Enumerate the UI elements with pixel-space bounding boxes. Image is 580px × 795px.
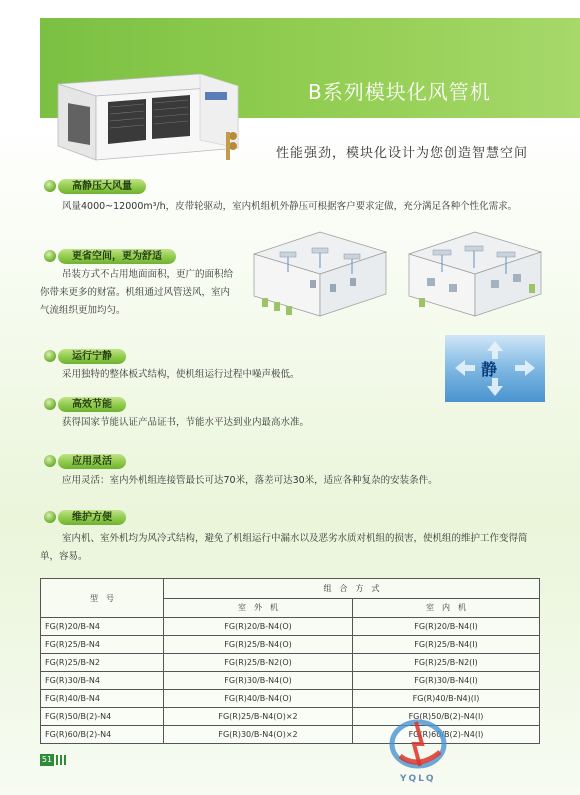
section-bullet-icon <box>44 455 56 467</box>
table-cell-outdoor: FG(R)30/B-N4(O) <box>164 672 353 690</box>
section-bullet-icon <box>44 180 56 192</box>
section-heading-quiet: 运行宁静 <box>58 349 126 364</box>
quiet-badge <box>445 335 545 402</box>
section-text-flexible: 应用灵活：室内外机组连接管最长可达70米，落差可达30米，适应各种复杂的安装条件。 <box>62 475 438 486</box>
table-cell-outdoor: FG(R)25/B-N4(O) <box>164 636 353 654</box>
table-cell-indoor: FG(R)30/B-N4(I) <box>353 672 540 690</box>
table-cell-outdoor: FG(R)25/B-N4(O)×2 <box>164 708 353 726</box>
table-cell-model: FG(R)60/B(2)-N4 <box>41 726 164 744</box>
section-text-space-line3: 气流组织更加均匀。 <box>40 305 126 316</box>
table-header-indoor: 室 内 机 <box>353 598 540 618</box>
table-cell-outdoor: FG(R)30/B-N4(O)×2 <box>164 726 353 744</box>
section-text-space-line1: 吊装方式不占用地面面积，更广的面积给 <box>62 269 234 280</box>
table-header-combination: 组 合 方 式 <box>164 579 540 599</box>
section-text-airflow: 风量4000~12000m³/h，皮带轮驱动，室内机组机外静压可根据客户要求定做，充分满足各种个性化需求。 <box>62 201 518 212</box>
slogan: 性能强劲，模块化设计为您创造智慧空间 <box>276 146 529 161</box>
section-text-maintenance-line1: 室内机、室外机均为风冷式结构，避免了机组运行中漏水以及恶劣水质对机组的损害，使机组的维护工作变得简 <box>62 533 528 544</box>
table-cell-model: FG(R)25/B-N4 <box>41 636 164 654</box>
quiet-badge-label: 静 <box>481 360 498 379</box>
table-cell-outdoor: FG(R)25/B-N2(O) <box>164 654 353 672</box>
section-text-quiet: 采用独特的整体板式结构，使机组运行过程中噪声极低。 <box>62 369 300 380</box>
table-cell-indoor: FG(R)25/B-N2(I) <box>353 654 540 672</box>
table-cell-indoor: FG(R)40/B-N4)(I) <box>353 690 540 708</box>
page-number: 51 <box>41 755 53 764</box>
section-heading-maintenance: 维护方便 <box>58 510 126 525</box>
table-cell-indoor: FG(R)25/B-N4(I) <box>353 636 540 654</box>
table-cell-outdoor: FG(R)20/B-N4(O) <box>164 618 353 636</box>
logo-text: YQLQ <box>400 774 436 784</box>
installation-diagram-right <box>405 228 545 320</box>
page-title: B系列模块化风管机 <box>308 80 491 104</box>
table-cell-indoor: FG(R)20/B-N4(I) <box>353 618 540 636</box>
section-bullet-icon <box>44 511 56 523</box>
section-heading-flexible: 应用灵活 <box>58 454 126 469</box>
installation-diagram-left <box>250 228 390 320</box>
duct-unit-illustration <box>50 62 260 172</box>
table-row <box>41 654 540 672</box>
table-header-model: 型 号 <box>41 579 164 618</box>
section-bullet-icon <box>44 350 56 362</box>
table-cell-outdoor: FG(R)40/B-N4(O) <box>164 690 353 708</box>
table-header-outdoor: 室 外 机 <box>164 598 353 618</box>
table-cell-indoor: FG(R)60/B(2)-N4(I) <box>353 726 540 744</box>
table-cell-model: FG(R)30/B-N4 <box>41 672 164 690</box>
table-row <box>41 618 540 636</box>
section-bullet-icon <box>44 250 56 262</box>
table-cell-model: FG(R)25/B-N2 <box>41 654 164 672</box>
table-cell-model: FG(R)20/B-N4 <box>41 618 164 636</box>
table-cell-model: FG(R)50/B(2)-N4 <box>41 708 164 726</box>
table-cell-model: FG(R)40/B-N4 <box>41 690 164 708</box>
section-heading-space: 更省空间，更为舒适 <box>58 249 176 264</box>
table-row <box>41 672 540 690</box>
section-text-efficiency: 获得国家节能认证产品证书，节能水平达到业内最高水准。 <box>62 417 310 428</box>
section-heading-efficiency: 高效节能 <box>58 397 126 412</box>
section-text-maintenance-line2: 单，容易。 <box>40 551 88 562</box>
table-cell-indoor: FG(R)50/B(2)-N4(I) <box>353 708 540 726</box>
section-bullet-icon <box>44 398 56 410</box>
section-text-space-line2: 你带来更多的财富。机组通过风管送风，室内 <box>40 287 231 298</box>
table-row <box>41 636 540 654</box>
page-marker-icon <box>56 755 72 765</box>
section-heading-airflow: 高静压大风量 <box>58 179 146 194</box>
table-row <box>41 690 540 708</box>
